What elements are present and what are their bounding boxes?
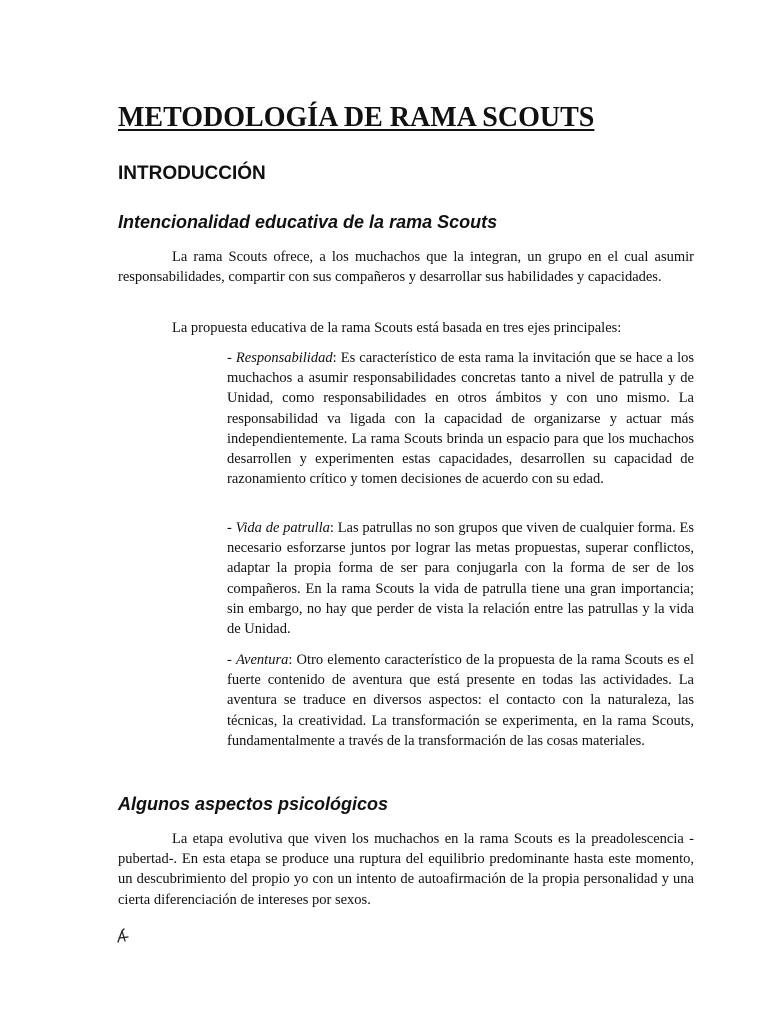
document-title: METODOLOGÍA DE RAMA SCOUTS (118, 102, 595, 133)
section-heading: INTRODUCCIÓN (118, 163, 266, 184)
paragraph-etapa-evolutiva: La etapa evolutiva que viven los muchachos en la rama Scouts es la preadolescencia -pubertad-. En esta etapa se produce una ruptura del equilibrio predominante hasta este momento, un descubrimiento del propio yo con un intento de autoafirmación de la propia personalidad y una cierta diferenciación de intereses por sexos. (118, 831, 694, 908)
subsection-heading-psicologicos: Algunos aspectos psicológicos (118, 794, 389, 814)
bullet-responsabilidad (227, 348, 694, 489)
bullet-prefix: - (227, 652, 236, 668)
bullet-separator: : (288, 652, 297, 668)
bullet-term-vida-de-patrulla: Vida de patrulla (235, 520, 330, 536)
bullet-text-vida-de-patrulla: Las patrullas no son grupos que viven de cualquier forma. Es necesario esforzarse juntos por lograr las metas propuestas, superar conflictos, adaptar la propia forma de ser para conjugarla con la forma de ser de los compañeros. En la rama Scouts la vida de patrulla tiene una gran importancia; sin embargo, no hay que perder de vista la relación entre las patrullas y la vida de Unidad. (227, 520, 694, 638)
handwritten-mark-icon (112, 926, 132, 946)
bullet-text-aventura: Otro elemento característico de la propuesta de la rama Scouts es el fuerte contenido de aventura que está presente en todas las actividades. La aventura se traduce en diversos aspectos: el contacto con la naturaleza, las técnicas, la creatividad. La transformación se experimenta, en la rama Scouts, fundamentalmente a través de la transformación de las cosas materiales. (227, 652, 694, 749)
paragraph-ejes: La propuesta educativa de la rama Scouts está basada en tres ejes principales: (172, 320, 622, 336)
bullet-aventura (227, 650, 694, 751)
bullet-vida-de-patrulla (227, 518, 694, 639)
bullet-prefix: - (227, 350, 236, 366)
paragraph-intro: La rama Scouts ofrece, a los muchachos que la integran, un grupo en el cual asumir responsabilidades, compartir con sus compañeros y desarrollar sus habilidades y capacidades. (118, 249, 694, 286)
bullet-term-aventura: Aventura (235, 652, 289, 668)
bullet-prefix: - (227, 520, 236, 536)
bullet-text-responsabilidad: Es característico de esta rama la invitación que se hace a los muchachos a asumir responsabilidades concretas tanto a nivel de patrulla y de Unidad, como responsabilidades en otros ámbitos y con uno mismo. La responsabilidad va ligada con la capacidad de organizarse y actuar más independientemente. La rama Scouts brinda un espacio para que los muchachos desarrollen y experimenten estas capacidades, desarrollen su capacidad de razonamiento crítico y tomen decisiones de acuerdo con su edad. (227, 350, 694, 488)
bullet-separator: : (329, 520, 338, 536)
subsection-heading-intencionalidad: Intencionalidad educativa de la rama Scouts (118, 212, 498, 232)
bullet-separator: : (332, 350, 341, 366)
bullet-term-responsabilidad: Responsabilidad (235, 350, 333, 366)
